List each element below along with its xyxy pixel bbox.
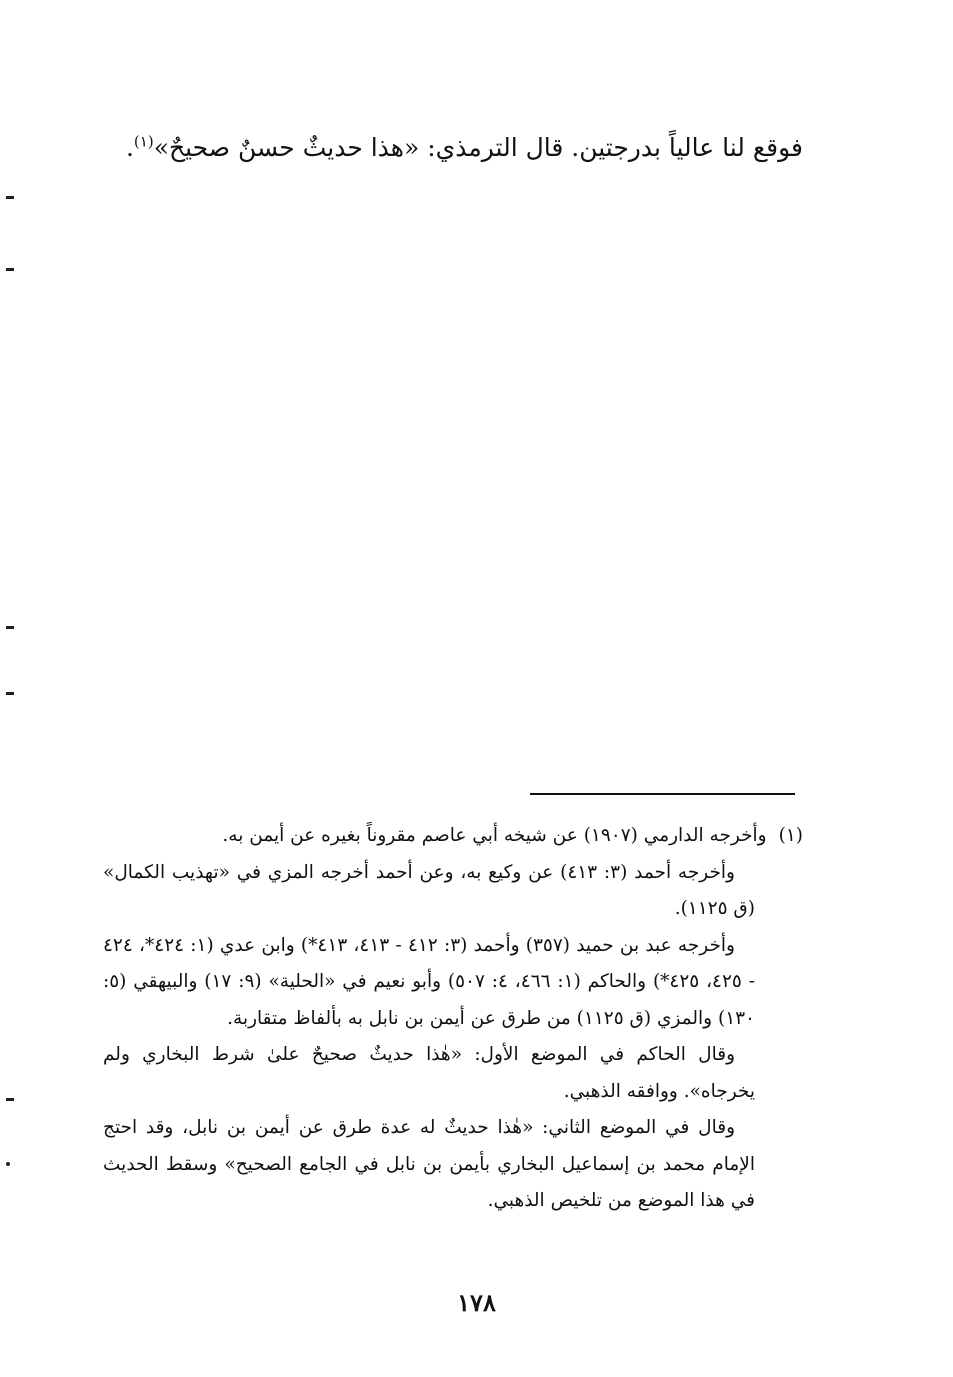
page-number: ١٧٨ (457, 1288, 496, 1317)
scan-margin-mark (6, 1098, 14, 1101)
main-text-end: . (125, 133, 134, 162)
footnote-reference: (١) (133, 132, 154, 151)
scan-margin-mark (6, 196, 14, 199)
scan-margin-dot (6, 1162, 10, 1166)
main-text: فوقع لنا عالياً بدرجتين. قال الترمذي: «هذا حديثٌ حسنٌ صحيحٌ» (153, 133, 803, 162)
footnote-paragraph: وقال الحاكم في الموضع الأول: «هٰذا حديثٌ صحيحٌ علىٰ شرط البخاري ولم يخرجاه». ووافقه الذهبي. (103, 1044, 755, 1102)
footnote-text: وأخرجه الدارمي (١٩٠٧) عن شيخه أبي عاصم مقروناً بغيره عن أيمن به. (222, 825, 767, 846)
scan-margin-mark (6, 692, 14, 695)
footnote-paragraph: وأخرجه عبد بن حميد (٣٥٧) وأحمد (٣: ٤١٢ - ٤١٣، ٤١٣*) وابن عدي (١: ٤٢٤*، ٤٢٤ - ٤٢٥، ٤٢٥*) والحاكم (١: ٤٦٦، ٤: ٥٠٧) وأبو نعيم في «الحلية» (٩: ١٧) والبيهقي (٥: ١٣٠) والمزي (ق ١١٢٥) من طرق عن أيمن بن نابل به بألفاظ متقاربة. (103, 934, 755, 1029)
footnote-separator (530, 793, 795, 795)
footnote-paragraph: وقال في الموضع الثاني: «هٰذا حديثٌ له عدة طرق عن أيمن بن نابل، وقد احتج الإمام محمد بن إسماعيل البخاري بأيمن بن نابل في الجامع الصحيح» وسقط الحديث في هذا الموضع من تلخيص الذهبي. (103, 1117, 755, 1211)
footnote-number: (١) (778, 825, 803, 846)
footnote-paragraph (103, 818, 803, 855)
footnote-paragraph: وأخرجه أحمد (٣: ٤١٣) عن وكيع به، وعن أحمد أخرجه المزي في «تهذيب الكمال» (ق ١١٢٥). (103, 861, 755, 919)
scan-margin-mark (6, 268, 14, 271)
scan-margin-mark (6, 626, 14, 629)
main-text-line (123, 128, 803, 168)
footnote-block (103, 818, 803, 1220)
